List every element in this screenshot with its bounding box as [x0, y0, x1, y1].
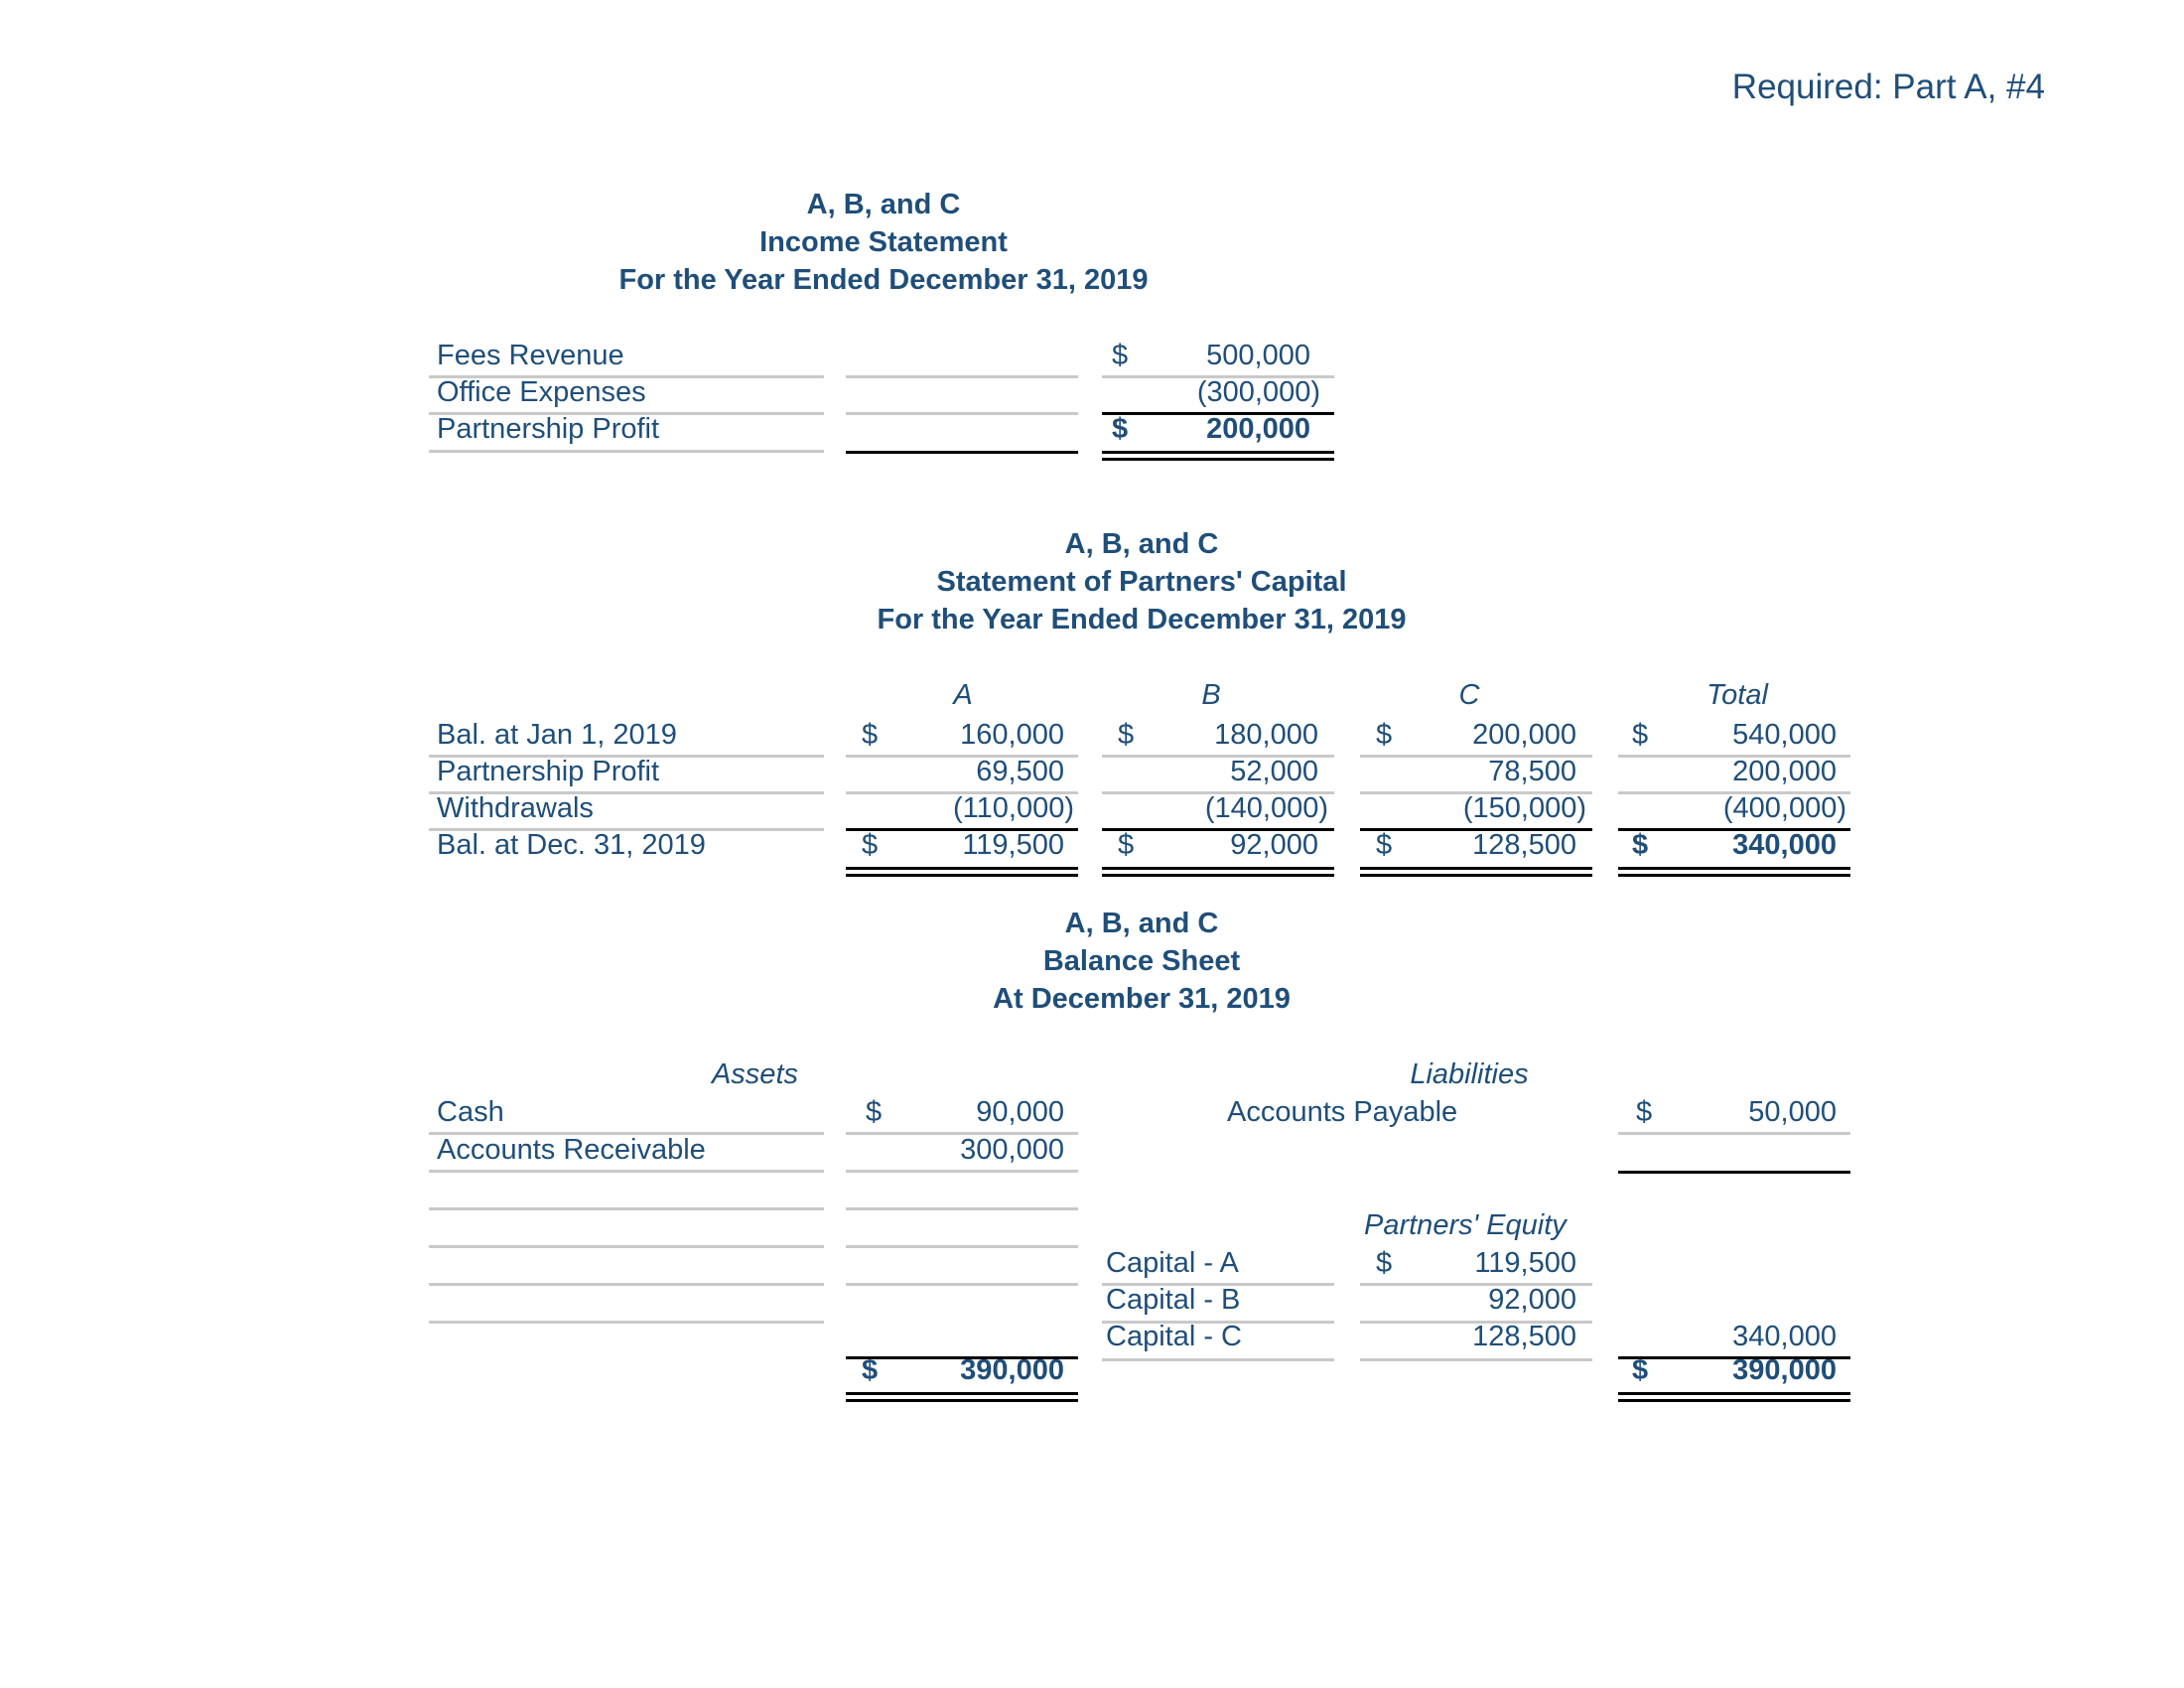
rule — [429, 1245, 824, 1248]
income-row-amount: 200,000 — [1206, 413, 1310, 445]
capital-row-label: Partnership Profit — [437, 756, 660, 787]
dollar-sign: $ — [1376, 829, 1393, 861]
rule — [429, 1321, 824, 1324]
rule — [846, 755, 1078, 758]
rule — [846, 791, 1078, 794]
capital-value-total: (400,000) — [1722, 792, 1846, 824]
rule — [1360, 1358, 1592, 1361]
capital-row-label: Bal. at Jan 1, 2019 — [437, 719, 677, 751]
capital-value-b: 52,000 — [1230, 756, 1318, 787]
double-rule — [1102, 867, 1334, 870]
equity-amount: 92,000 — [1488, 1284, 1576, 1316]
column-header-c: C — [1458, 679, 1480, 711]
dollar-sign: $ — [1112, 340, 1129, 371]
rule — [846, 1245, 1078, 1248]
capital-value-total: 200,000 — [1732, 756, 1837, 787]
capital-header-period: For the Year Ended December 31, 2019 — [877, 604, 1407, 635]
income-row-label: Office Expenses — [437, 376, 646, 408]
dollar-sign: $ — [1376, 719, 1393, 751]
double-rule — [1102, 458, 1334, 461]
double-rule — [1360, 867, 1592, 870]
double-rule — [1360, 874, 1592, 877]
capital-value-a: (110,000) — [953, 792, 1074, 824]
rule — [429, 791, 824, 794]
rule — [429, 1207, 824, 1210]
asset-label: Cash — [437, 1096, 504, 1128]
income-row-label: Partnership Profit — [437, 413, 660, 445]
assets-title: Assets — [711, 1058, 798, 1090]
capital-header-company: A, B, and C — [1064, 528, 1219, 560]
rule — [1360, 828, 1592, 831]
rule — [846, 375, 1078, 378]
capital-value-c: 200,000 — [1472, 719, 1576, 751]
dollar-sign: $ — [1632, 829, 1649, 861]
rule — [1102, 1283, 1334, 1286]
liabilities-title: Liabilities — [1410, 1058, 1529, 1090]
double-rule — [846, 874, 1078, 877]
column-header-b: B — [1201, 679, 1221, 711]
capital-value-c: 128,500 — [1472, 829, 1576, 861]
balance-header-company: A, B, and C — [1064, 908, 1219, 939]
dollar-sign: $ — [1118, 719, 1135, 751]
equity-total: 340,000 — [1732, 1321, 1837, 1352]
liability-amount: 50,000 — [1748, 1096, 1837, 1128]
dollar-sign: $ — [1118, 829, 1135, 861]
rule — [846, 828, 1078, 831]
rule — [846, 1283, 1078, 1286]
rule — [1360, 791, 1592, 794]
rule — [1360, 1321, 1592, 1324]
rule — [846, 412, 1078, 415]
rule — [1618, 755, 1850, 758]
rule — [1102, 412, 1334, 415]
dollar-sign: $ — [1112, 413, 1129, 445]
rule — [1102, 1358, 1334, 1361]
income-header-company: A, B, and C — [806, 189, 961, 220]
dollar-sign: $ — [1632, 1354, 1649, 1386]
total-liabilities-equity: 390,000 — [1732, 1354, 1837, 1386]
rule — [1102, 755, 1334, 758]
double-rule — [1618, 867, 1850, 870]
rule — [1618, 1356, 1850, 1359]
capital-value-b: 92,000 — [1230, 829, 1318, 861]
rule — [429, 1132, 824, 1135]
rule — [1360, 755, 1592, 758]
double-rule — [1618, 1399, 1850, 1402]
asset-label: Accounts Receivable — [437, 1134, 706, 1166]
income-row-label: Fees Revenue — [437, 340, 624, 371]
capital-value-b: (140,000) — [1204, 792, 1328, 824]
rule — [846, 1132, 1078, 1135]
rule — [429, 755, 824, 758]
capital-value-a: 160,000 — [960, 719, 1064, 751]
asset-amount: 300,000 — [960, 1134, 1064, 1166]
dollar-sign: $ — [862, 719, 879, 751]
dollar-sign: $ — [1636, 1096, 1653, 1128]
column-header-total: Total — [1706, 679, 1768, 711]
balance-header-title: Balance Sheet — [1042, 945, 1241, 977]
equity-amount: 119,500 — [1474, 1247, 1576, 1279]
liability-label: Accounts Payable — [1227, 1096, 1458, 1128]
rule — [1618, 1171, 1850, 1174]
capital-header-title: Statement of Partners' Capital — [936, 566, 1347, 598]
rule — [1360, 1283, 1592, 1286]
dollar-sign: $ — [862, 829, 879, 861]
double-rule — [846, 1392, 1078, 1395]
rule — [1102, 375, 1334, 378]
column-header-a: A — [953, 679, 973, 711]
rule — [429, 828, 824, 831]
income-row-amount: (300,000) — [1196, 376, 1320, 408]
required-label: Required: Part A, #4 — [1731, 68, 2045, 106]
rule — [429, 1283, 824, 1286]
rule — [1102, 791, 1334, 794]
rule — [429, 412, 824, 415]
double-rule — [846, 1399, 1078, 1402]
capital-value-b: 180,000 — [1214, 719, 1318, 751]
equity-label: Capital - B — [1106, 1284, 1241, 1316]
double-rule — [846, 867, 1078, 870]
rule — [1618, 1132, 1850, 1135]
capital-value-a: 119,500 — [962, 829, 1064, 861]
rule — [846, 1170, 1078, 1173]
capital-row-label: Withdrawals — [437, 792, 594, 824]
capital-value-a: 69,500 — [976, 756, 1064, 787]
capital-value-total: 340,000 — [1732, 829, 1837, 861]
dollar-sign: $ — [862, 1354, 879, 1386]
rule — [429, 1170, 824, 1173]
rule — [1102, 1321, 1334, 1324]
rule — [1102, 828, 1334, 831]
income-header-period: For the Year Ended December 31, 2019 — [618, 264, 1149, 296]
dollar-sign: $ — [1376, 1247, 1393, 1279]
capital-value-c: 78,500 — [1488, 756, 1576, 787]
equity-amount: 128,500 — [1472, 1321, 1576, 1352]
double-rule — [1102, 451, 1334, 454]
equity-label: Capital - A — [1106, 1247, 1239, 1279]
income-row-amount: 500,000 — [1206, 340, 1310, 371]
capital-value-total: 540,000 — [1732, 719, 1837, 751]
capital-value-c: (150,000) — [1462, 792, 1586, 824]
rule — [1618, 828, 1850, 831]
double-rule — [1102, 874, 1334, 877]
equity-title: Partners' Equity — [1364, 1209, 1567, 1241]
double-rule — [1618, 874, 1850, 877]
rule — [846, 451, 1078, 454]
capital-row-label: Bal. at Dec. 31, 2019 — [437, 829, 706, 861]
rule — [429, 450, 824, 453]
rule — [846, 1356, 1078, 1359]
balance-header-date: At December 31, 2019 — [993, 983, 1291, 1015]
dollar-sign: $ — [1632, 719, 1649, 751]
rule — [1618, 791, 1850, 794]
rule — [429, 375, 824, 378]
asset-amount: 90,000 — [976, 1096, 1064, 1128]
double-rule — [1618, 1392, 1850, 1395]
rule — [846, 1207, 1078, 1210]
equity-label: Capital - C — [1106, 1321, 1242, 1352]
income-header-title: Income Statement — [759, 226, 1008, 258]
dollar-sign: $ — [866, 1096, 883, 1128]
total-assets: 390,000 — [960, 1354, 1064, 1386]
